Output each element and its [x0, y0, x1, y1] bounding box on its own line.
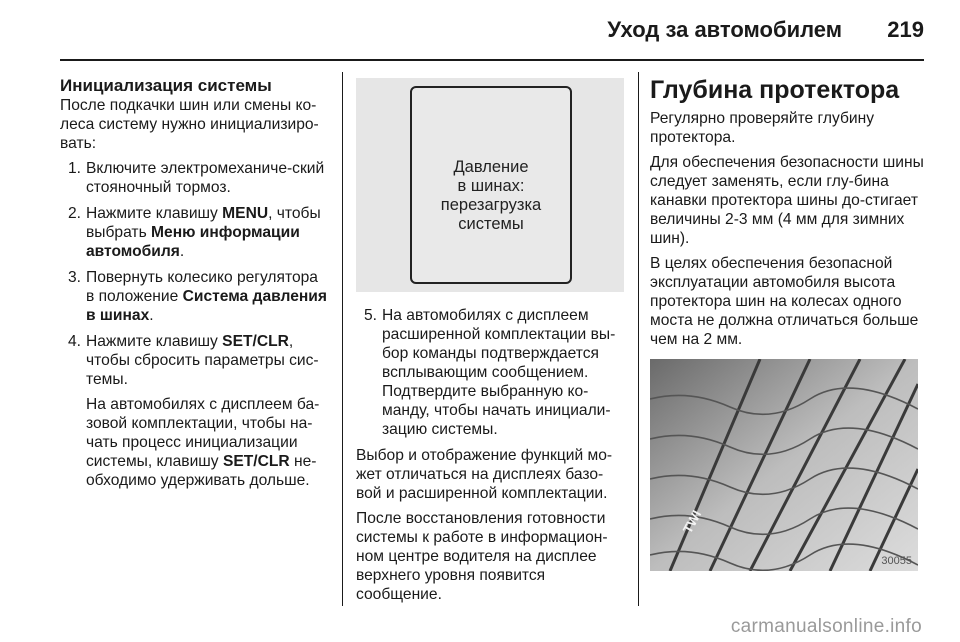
- step-number: 4.: [68, 333, 82, 350]
- column-divider: [342, 72, 343, 606]
- paragraph: Для обеспечения безопасности шины следует заменять, если глу-бина канавки протектора шины до-стигает величины 2-3 мм (4 мм для зимних шин).: [650, 154, 924, 247]
- key-name: SET/CLR: [222, 333, 289, 350]
- step-number: 5.: [364, 307, 378, 324]
- step-text-part: Повернуть колесико регулятора в положение: [86, 269, 318, 305]
- paragraph: Регулярно проверяйте глубину протектора.: [650, 110, 875, 146]
- figure-code: 30055: [881, 555, 912, 567]
- display-line: Давление: [453, 158, 529, 176]
- step-item: [60, 268, 330, 325]
- display-illustration: [356, 78, 624, 292]
- step-text-part: , чтобы сбросить параметры сис-темы.: [86, 333, 319, 388]
- section-heading: Инициализация системы: [60, 76, 272, 95]
- paragraph: Выбор и отображение функций мо-жет отличаться на дисплеях базо-вой и расширенной комплектации.: [356, 447, 613, 502]
- step-text: На автомобилях с дисплеем расширенной комплектации вы-бор команды подтверждается всплывающим сообщением. Подтвердите выбранную ко-манду, чтобы начать инициали-зацию системы.: [382, 307, 616, 438]
- column-divider: [638, 72, 639, 606]
- step-text-part: , чтобы выбрать: [86, 205, 321, 241]
- display-line: в шинах:: [457, 177, 525, 195]
- page-number: 219: [887, 17, 924, 42]
- step-note-part: На автомобилях с дисплеем ба-зовой комплектации, чтобы на-чать процесс инициализации системы, клавишу: [86, 396, 320, 470]
- section-heading: Глубина протектора: [650, 76, 900, 104]
- step-number: 1.: [68, 160, 82, 177]
- step-item: [60, 332, 330, 490]
- step-note: [86, 395, 330, 490]
- step-item: [60, 159, 330, 197]
- display-line: системы: [458, 215, 524, 233]
- step-text-part: .: [179, 243, 185, 260]
- tire-tread-illustration: [650, 359, 918, 571]
- step-text: [86, 205, 321, 260]
- column-3: [650, 76, 924, 571]
- column-1: [60, 76, 330, 497]
- step-item: [60, 204, 330, 261]
- paragraph: В целях обеспечения безопасной эксплуатации автомобиля высота протектора шин на колесах одного моста не должна отличаться больше чем на 2 мм.: [650, 255, 919, 348]
- step-text: [86, 333, 319, 388]
- tire-tread-drawing: [650, 359, 918, 571]
- watermark: carmanualsonline.info: [730, 616, 922, 637]
- menu-target: Система давления в шинах: [86, 288, 327, 324]
- step-text: [86, 269, 327, 324]
- step-text: Включите электромеханиче-ский стояночный тормоз.: [86, 160, 325, 196]
- display-line: перезагрузка: [440, 196, 542, 214]
- step-item: [356, 306, 624, 439]
- step-text-part: Нажмите клавишу: [86, 205, 223, 222]
- step-text-part: .: [149, 307, 154, 324]
- intro-paragraph: После подкачки шин или смены ко-леса систему нужно инициализиро-вать:: [60, 97, 319, 152]
- section-title: Уход за автомобилем: [607, 17, 842, 42]
- menu-target: Меню информации автомобиля: [86, 224, 300, 260]
- key-name: SET/CLR: [222, 453, 290, 470]
- page-header: [0, 0, 960, 62]
- step-number: 2.: [68, 205, 82, 222]
- step-text-part: Нажмите клавишу: [86, 333, 223, 350]
- paragraph: После восстановления готовности системы к работе в информацион-ном центре водителя на дисплее верхнего уровня появится сообщение.: [356, 510, 608, 603]
- step-number: 3.: [68, 269, 82, 286]
- display-message: [412, 158, 570, 234]
- header-rule: [60, 59, 924, 61]
- tire-wear-indicator-label: TWI: [679, 507, 705, 536]
- column-2: [356, 76, 624, 610]
- display-screen: [410, 86, 572, 284]
- step-note-part: не-обходимо удерживать дольше.: [86, 453, 317, 489]
- key-name: MENU: [222, 205, 269, 222]
